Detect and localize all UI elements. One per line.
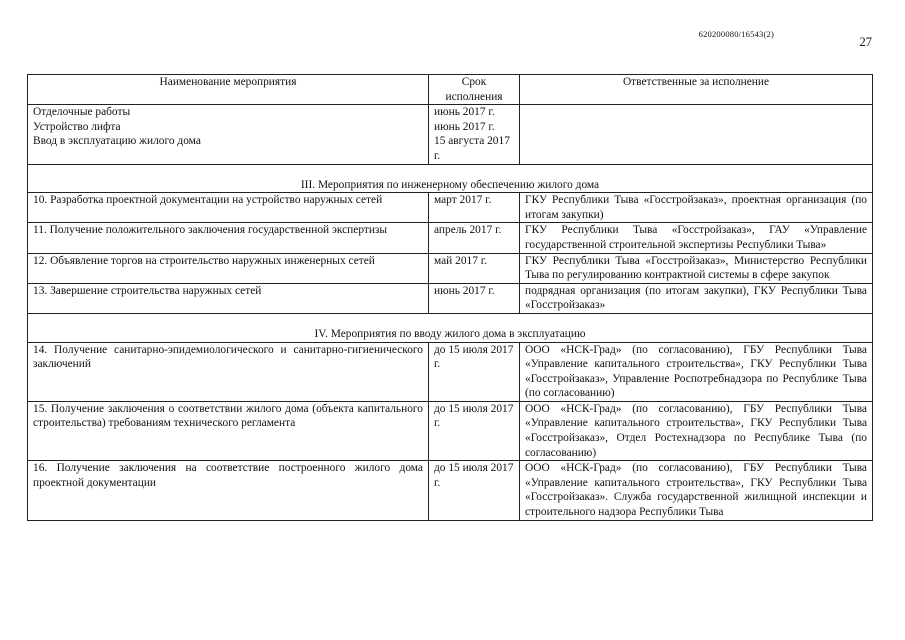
due-cell: до 15 июля 2017 г. — [429, 461, 520, 520]
due-cell — [429, 105, 520, 164]
responsible-cell: ООО «НСК-Град» (по согласованию), ГБУ Республики Тыва «Управление капитального строительства», ГКУ Республики Тыва «Госстройзаказ», Отдел Ростехнадзора по Республике Тыва (по согласованию) — [520, 401, 873, 460]
section-title: IV. Мероприятия по вводу жилого дома в эксплуатацию — [28, 313, 873, 342]
table-row — [28, 342, 873, 401]
responsible-cell: ООО «НСК-Град» (по согласованию), ГБУ Республики Тыва «Управление капитального строительства», ГКУ Республики Тыва «Госстройзаказ». Служба государственной жилищной инспекции и строительного надзора Республики Тыва — [520, 461, 873, 520]
responsible-cell — [520, 105, 873, 164]
responsible-cell: подрядная организация (по итогам закупки), ГКУ Республики Тыва «Госстройзаказ» — [520, 283, 873, 313]
activities-table — [27, 74, 873, 521]
responsible-cell: ГКУ Республики Тыва «Госстройзаказ», Министерство Республики Тыва по регулированию контрактной системы в сфере закупок — [520, 253, 873, 283]
due-cell: до 15 июля 2017 г. — [429, 342, 520, 401]
due-cell: июнь 2017 г. — [429, 283, 520, 313]
due-text: июнь 2017 г. — [434, 120, 495, 133]
table-row — [28, 401, 873, 460]
table-row — [28, 461, 873, 520]
task-cell: 12. Объявление торгов на строительство наружных инженерных сетей — [28, 253, 429, 283]
due-text: 15 августа 2017 г. — [434, 135, 510, 162]
task-cell: 13. Завершение строительства наружных сетей — [28, 283, 429, 313]
section-heading-row — [28, 313, 873, 342]
table-row — [28, 193, 873, 223]
table-header-row — [28, 75, 873, 105]
task-cell — [28, 105, 429, 164]
page-number: 27 — [859, 35, 872, 49]
task-text: Ввод в эксплуатацию жилого дома — [33, 135, 201, 148]
column-header-responsible: Ответственные за исполнение — [520, 75, 873, 105]
task-cell: 16. Получение заключения на соответствие построенного жилого дома проектной документации — [28, 461, 429, 520]
task-text: Отделочные работы — [33, 106, 131, 119]
task-cell: 15. Получение заключения о соответствии жилого дома (объекта капитального строительства) требованиям технического регламента — [28, 401, 429, 460]
due-text: июнь 2017 г. — [434, 106, 495, 119]
table-row — [28, 223, 873, 253]
section-title: III. Мероприятия по инженерному обеспечению жилого дома — [28, 164, 873, 193]
task-text: Устройство лифта — [33, 120, 121, 133]
responsible-cell: ООО «НСК-Град» (по согласованию), ГБУ Республики Тыва «Управление капитального строительства», ГКУ Республики Тыва «Госстройзаказ», Управление Роспотребнадзора по Республике Тыва (по согласованию) — [520, 342, 873, 401]
responsible-cell: ГКУ Республики Тыва «Госстройзаказ», ГАУ «Управление государственной строительной экспертизы Республики Тыва» — [520, 223, 873, 253]
task-cell: 14. Получение санитарно-эпидемиологического и санитарно-гигиенического заключений — [28, 342, 429, 401]
due-cell: март 2017 г. — [429, 193, 520, 223]
due-cell: до 15 июля 2017 г. — [429, 401, 520, 460]
task-cell: 10. Разработка проектной документации на устройство наружных сетей — [28, 193, 429, 223]
table-row — [28, 253, 873, 283]
task-cell: 11. Получение положительного заключения государственной экспертизы — [28, 223, 429, 253]
due-cell: май 2017 г. — [429, 253, 520, 283]
section-heading-row — [28, 164, 873, 193]
table-row — [28, 283, 873, 313]
table-row — [28, 105, 873, 164]
document-id: 620200080/16543(2) — [698, 29, 774, 39]
column-header-task: Наименование мероприятия — [28, 75, 429, 105]
column-header-due: Срок исполнения — [429, 75, 520, 105]
due-cell: апрель 2017 г. — [429, 223, 520, 253]
responsible-cell: ГКУ Республики Тыва «Госстройзаказ», проектная организация (по итогам закупки) — [520, 193, 873, 223]
